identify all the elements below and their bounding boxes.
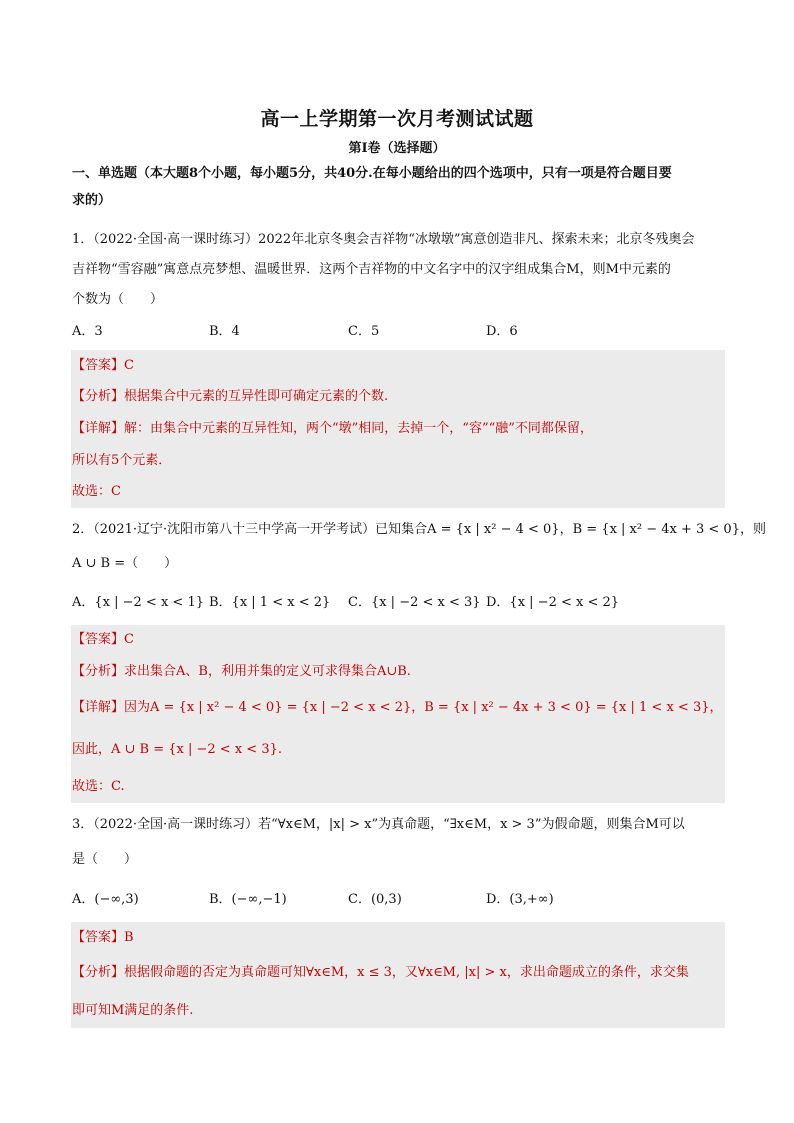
q1-option-c: C．5 [348, 324, 380, 339]
q1-detail-text: 解：由集合中元素的互异性知，两个“墩”相同，去掉一个，“容”“融”不同都保留， [124, 421, 593, 436]
q3-option-b: B．(−∞,−1) [209, 892, 287, 907]
q1-analysis-tag: 【分析】 [72, 389, 125, 404]
q1-answer-value: C [124, 358, 134, 373]
q3-answer [72, 928, 134, 948]
q2-answer-tag: 【答案】 [72, 632, 125, 647]
q3-option-c: C．(0,3) [348, 892, 402, 907]
q3-answer-value: B [124, 930, 134, 945]
q1-option-a: A．3 [72, 324, 103, 339]
q1-stem-line1: 1．（2022·全国·高一课时练习）2022年北京冬奥会吉祥物“冰墩墩”寓意创造非凡、探索未来；北京冬残奥会 [72, 232, 695, 247]
q2-option-d: D．{x | −2 < x < 2} [486, 595, 620, 610]
q2-stem-line2: A ∪ B =（ ） [72, 556, 178, 571]
page-title: 高一上学期第一次月考测试试题 [260, 108, 534, 130]
q1-choose: 故选：C [72, 484, 121, 499]
q2-option-a: A．{x | −2 < x < 1} [72, 595, 204, 610]
q2-detail-line2: 因此，A ∪ B = {x | −2 < x < 3}. [72, 742, 282, 757]
q3-analysis [72, 963, 689, 983]
q1-detail [72, 419, 593, 439]
q3-stem-line2: 是（ ） [72, 852, 138, 867]
q1-analysis-text: 根据集合中元素的互异性即可确定元素的个数. [124, 389, 389, 404]
page-subtitle: 第Ⅰ卷（选择题） [348, 141, 446, 156]
q2-analysis-text: 求出集合A、B，利用并集的定义可求得集合A∪B. [124, 664, 411, 679]
q2-answer-value: C [124, 632, 134, 647]
q1-detail-line2: 所以有5个元素． [72, 453, 172, 468]
q2-detail-tag: 【详解】 [72, 700, 125, 715]
q3-analysis-line2: 即可知M满足的条件. [72, 1003, 194, 1018]
q3-answer-tag: 【答案】 [72, 930, 125, 945]
q3-analysis-text: 根据假命题的否定为真命题可知∀x∈M，x ≤ 3，又∀x∈M, |x| > x，求出命题成立的条件，求交集 [124, 965, 689, 980]
q2-choose: 故选：C. [72, 779, 125, 794]
section-heading [72, 160, 727, 214]
q2-option-c: C．{x | −2 < x < 3} [348, 595, 481, 610]
q2-stem-line1: 2．（2021·辽宁·沈阳市第八十三中学高一开学考试）已知集合A = {x | x² − 4 < 0}，B = {x | x² − 4x + 3 < 0}，则 [72, 522, 766, 537]
q1-answer-tag: 【答案】 [72, 358, 125, 373]
q2-option-b: B．{x | 1 < x < 2} [209, 595, 331, 610]
q1-detail-tag: 【详解】 [72, 421, 125, 436]
q3-option-a: A．(−∞,3) [72, 892, 139, 907]
q1-stem-line3: 个数为（ ） [72, 292, 164, 307]
q1-answer [72, 356, 134, 376]
q2-detail [72, 698, 723, 718]
q3-stem-line1: 3．（2022·全国·高一课时练习）若“∀x∈M，|x| > x”为真命题，“∃x∈M，x > 3”为假命题，则集合M可以 [72, 817, 685, 832]
q2-answer [72, 630, 134, 650]
q2-analysis [72, 662, 411, 682]
q1-option-b: B．4 [209, 324, 240, 339]
q2-detail-text: 因为A = {x | x² − 4 < 0} = {x | −2 < x < 2}，B = {x | x² − 4x + 3 < 0} = {x | 1 < x < 3}， [124, 700, 723, 715]
q1-stem-line2: 吉祥物“雪容融”寓意点亮梦想、温暖世界．这两个吉祥物的中文名字中的汉字组成集合M，则M中元素的 [72, 262, 671, 277]
section-heading-line1: 一、单选题（本大题8个小题，每小题5分，共40分.在每小题给出的四个选项中，只有一项是符合题目要 [72, 166, 672, 181]
q2-analysis-tag: 【分析】 [72, 664, 125, 679]
section-heading-line2: 求的） [72, 193, 112, 208]
q3-option-d: D．(3,+∞) [486, 892, 554, 907]
q1-analysis [72, 387, 388, 407]
q3-analysis-tag: 【分析】 [72, 965, 125, 980]
q1-option-d: D．6 [486, 324, 518, 339]
